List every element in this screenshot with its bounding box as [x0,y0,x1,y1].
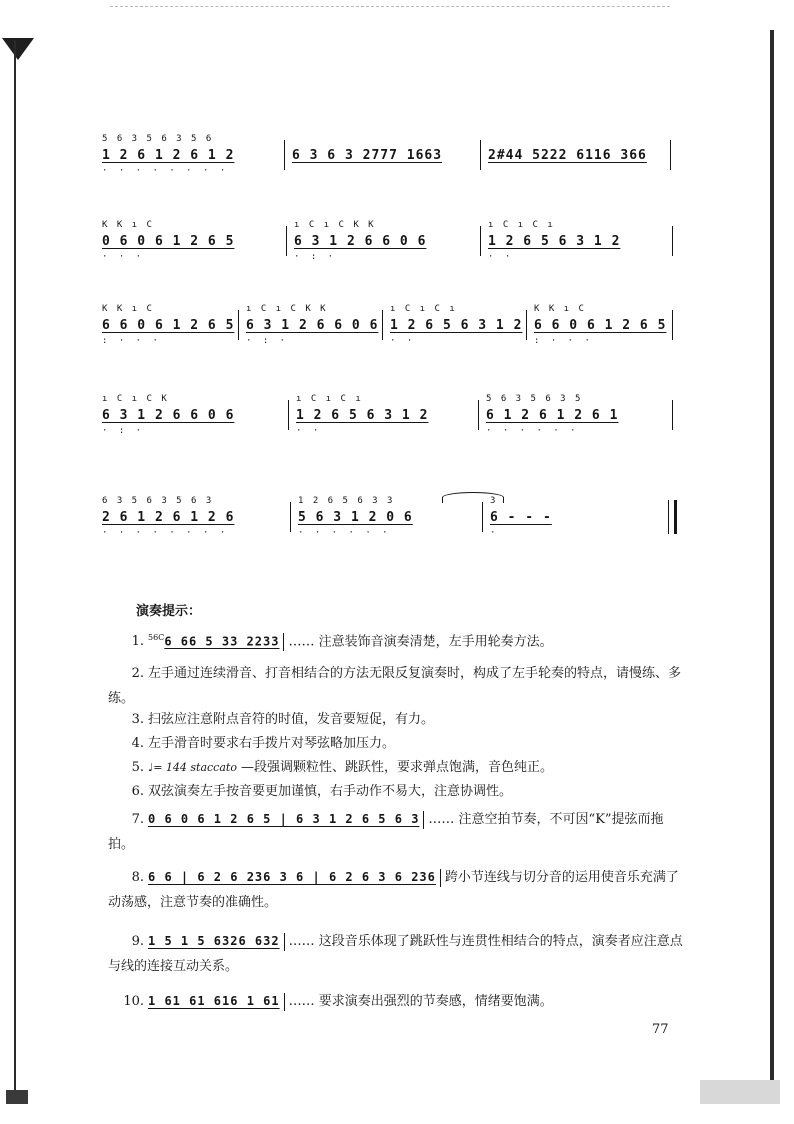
melody-row: 6 3 1 2 6 6 0 6 [102,408,235,423]
ornament-row: ı C ı C K K [246,304,328,314]
barline [284,140,285,170]
octave-dots: · · [488,252,514,262]
hint-text: 扫弦应注意附点音符的时值，发音要短促，有力。 [148,712,435,727]
ornament-row: 5 6 3 5 6 3 5 [486,394,583,404]
ornament-row: 6 3 5 6 3 5 6 3 [102,496,214,506]
hint-number: 10. [123,994,144,1009]
octave-dots: · : · [102,426,145,436]
hint-text: —段强调颗粒性、跳跃性，要求弹点饱满，音色纯正。 [240,760,553,775]
octave-dots: · : · [246,336,289,346]
octave-dots: · · · · · · · · [102,166,229,176]
hint-number: 5. [131,760,144,775]
ornament-row: ı C ı C ı [488,220,555,230]
ornament-row: K K ı C [102,220,154,230]
octave-dots: · · [390,336,416,346]
tempo-marking: ♩= 144 staccato [148,761,237,774]
hint-text: 左手通过连续滑音、打音相结合的方法无限反复演奏时，构成了左手轮奏的特点，请慢练、多练。 [108,666,682,706]
ornament-row: K K ı C [534,304,586,314]
hint-number: 1. [131,634,144,650]
melody-row: 2#44 5222 6116 366 [488,148,647,163]
octave-dots: : · · · [102,336,161,346]
hint-item-3 [108,708,688,733]
hint-item-7 [108,808,688,857]
page-number: 77 [652,1022,669,1037]
ornament-row: 5 6 3 5 6 3 5 6 [102,134,214,144]
binding-foot [6,1090,28,1104]
final-barline [668,500,677,534]
melody-row: 1 2 6 5 6 3 1 2 [390,318,523,333]
ornament-row: 1 2 6 5 6 3 3 [298,496,395,506]
melody-row: 1 2 6 5 6 3 1 2 [488,234,621,249]
hint-music: 0 6 0 6 1 2 6 5 | 6 3 1 2 6 5 6 3 [148,812,420,826]
hint-item-6 [108,780,688,805]
hint-music: 1 5 1 5 6326 632 [148,934,280,948]
hint-music: 1 61 61 616 1 61 [148,994,280,1008]
hint-number: 6. [131,784,144,799]
barline [286,226,287,256]
melody-row: 6 3 1 2 6 6 0 6 [294,234,427,249]
score-line-2 [102,218,682,278]
melody-row: 6 - - - [490,510,552,525]
melody-row: 0 6 0 6 1 2 6 5 [102,234,235,249]
score-line-4 [102,392,682,452]
barline [478,400,479,430]
hint-music: 6 66 5 33 2233 [164,634,280,649]
barline [672,226,673,256]
melody-row: 6 3 6 3 2777 1663 [292,148,443,163]
hint-text: …… 要求演奏出强烈的节奏感，情绪要饱满。 [288,994,553,1009]
ornament-row: ı C ı C K K [294,220,376,230]
ornament-row: ı C ı C ı [296,394,363,404]
hint-number: 3. [131,712,144,727]
hint-item-8 [108,866,688,915]
hint-text: …… 注意装饰音演奏清楚，左手用轮奏方法。 [288,634,553,650]
octave-dots: · · [296,426,322,436]
barline [672,400,673,430]
melody-row: 6 6 0 6 1 2 6 5 [102,318,235,333]
binding-spine [14,40,16,1100]
hint-text: 跨小节连线与切分音的运用使音乐充满了动荡感，注意节奏的准确性。 [108,870,679,910]
binding-clip-icon [2,38,34,60]
melody-row: 1 2 6 5 6 3 1 2 [296,408,429,423]
hint-number: 9. [131,934,144,949]
hint-item-1 [108,630,688,655]
hint-item-9 [108,930,688,979]
octave-dots: · : · [294,252,337,262]
barline [672,310,673,340]
top-dashed-rule [110,6,670,7]
grace-note: 56C [148,633,165,642]
hint-number: 4. [131,736,144,751]
score-line-3 [102,302,682,362]
score-line-1 [102,132,682,192]
hint-music: 6 6 | 6 2 6 236 3 6 | 6 2 6 3 6 236 [148,870,436,884]
hint-text: …… 注意空拍节奏，不可因“K”提弦而拖拍。 [108,812,664,852]
barline [526,310,527,340]
octave-dots: : · · · [534,336,593,346]
scan-shadow [700,1080,780,1104]
ornament-row: ı C ı C ı [390,304,457,314]
octave-dots: · · · · · · [486,426,579,436]
barline [382,310,383,340]
barline [284,933,285,951]
ornament-row: ı C ı C K [102,394,169,404]
hint-text: 左手滑音时要求右手拨片对琴弦略加压力。 [148,736,396,751]
barline [480,140,481,170]
hint-number: 8. [131,870,144,885]
ornament-row: K K ı C [102,304,154,314]
page-edge [770,30,774,1100]
octave-dots: · [490,528,499,538]
barline [283,633,284,651]
barline [440,869,441,887]
hint-item-10 [108,990,688,1015]
hint-item-5 [108,756,688,781]
ornament-row: 3 [490,496,498,506]
hint-item-4 [108,732,688,757]
barline [423,811,424,829]
octave-dots: · · · [102,252,145,262]
barline [670,140,671,170]
barline [284,993,285,1011]
hint-number: 7. [131,812,144,827]
melody-row: 1 2 6 1 2 6 1 2 [102,148,235,163]
hint-number: 2. [131,666,144,681]
hint-text: …… 这段音乐体现了跳跃性与连贯性相结合的特点，演奏者应注意点与线的连接互动关系。 [108,934,683,974]
barline [238,310,239,340]
score-line-5 [102,494,682,554]
octave-dots: · · · · · · [298,528,391,538]
octave-dots: · · · · · · · · [102,528,229,538]
hints-title: 演奏提示： [136,604,202,619]
barline [482,502,483,532]
hint-item-2 [108,662,688,711]
melody-row: 6 1 2 6 1 2 6 1 [486,408,619,423]
melody-row: 5 6 3 1 2 0 6 [298,510,413,525]
melody-row: 2 6 1 2 6 1 2 6 [102,510,235,525]
hint-text: 双弦演奏左手按音要更加谨慎，右手动作不易大，注意协调性。 [148,784,513,799]
melody-row: 6 3 1 2 6 6 0 6 [246,318,379,333]
melody-row: 6 6 0 6 1 2 6 5 [534,318,667,333]
barline [288,400,289,430]
barline [290,502,291,532]
barline [480,226,481,256]
